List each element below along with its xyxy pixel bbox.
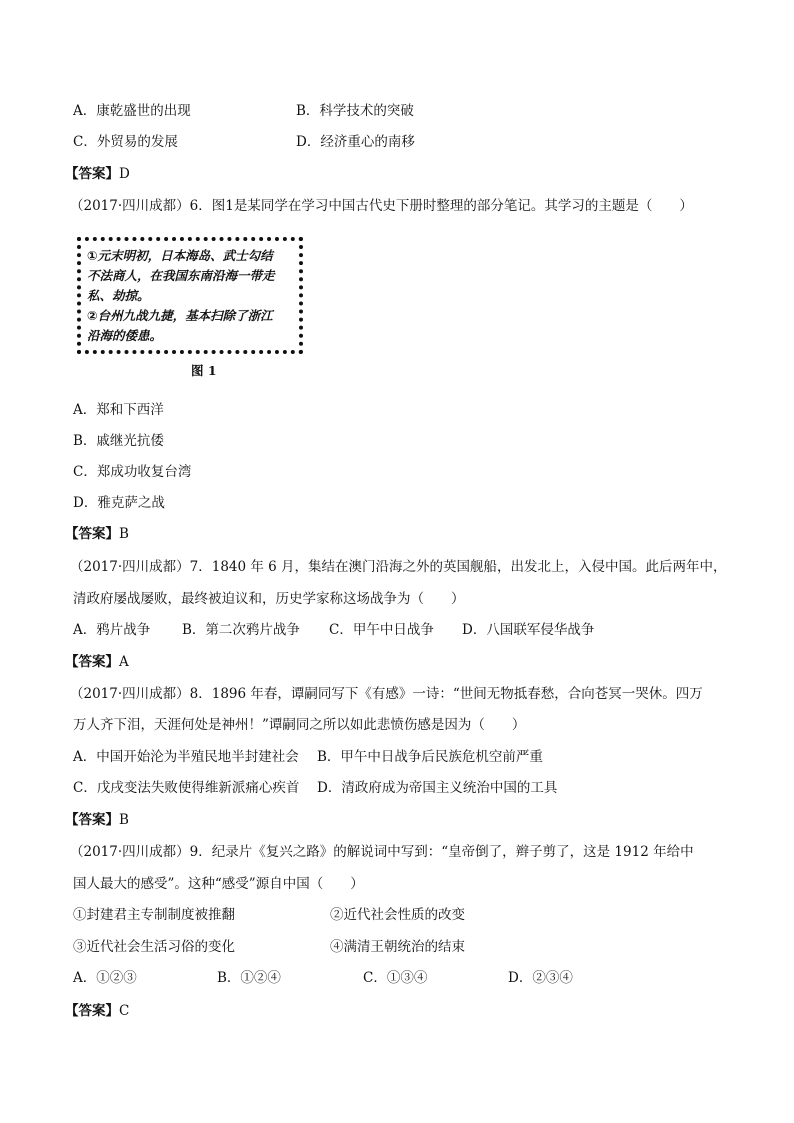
answer-value: A (119, 654, 129, 670)
q9-option-c: C．①③④ (363, 970, 428, 986)
figure-line: ②台州九战九捷，基本扫除了浙江 (87, 308, 273, 323)
figure-1-notes-box (77, 237, 303, 354)
figure-caption: 图 1 (191, 363, 217, 378)
q5-option-a: A．康乾盛世的出现 (73, 103, 191, 119)
q9-stem-line-2: 国人最大的感受”。这种“感受”源自中国（ ） (73, 876, 364, 892)
q6-option-a: A．郑和下西洋 (73, 402, 164, 418)
q9-item-1: ①封建君主专制制度被推翻 (73, 907, 235, 923)
answer-value: C (119, 1003, 130, 1019)
q8-option-a: A．中国开始沦为半殖民地半封建社会 (73, 749, 299, 765)
q6-option-b: B．戚继光抗倭 (73, 433, 164, 449)
q8-option-c: C．戊戌变法失败使得维新派痛心疾首 (73, 780, 300, 796)
q5-option-d: D．经济重心的南移 (296, 134, 415, 150)
q9-option-d: D．②③④ (508, 970, 573, 986)
q9-option-a: A．①②③ (73, 970, 137, 986)
answer-label: 【答案】 (65, 812, 119, 828)
q7-stem-line-1: （2017·四川成都）7．1840 年 6 月，集结在澳门沿海之外的英国舰船，出发北上，入侵中国。此后两年中， (70, 559, 727, 575)
q7-answer (65, 653, 129, 671)
figure-line: ①元末明初，日本海岛、武士勾结 (87, 248, 273, 263)
figure-line: 不法商人，在我国东南沿海一带走 (87, 268, 275, 283)
q9-answer (65, 1002, 129, 1020)
q5-answer (65, 165, 130, 183)
answer-value: B (119, 812, 129, 828)
q7-option-c: C．甲午中日战争 (329, 622, 434, 638)
q7-option-b: B．第二次鸦片战争 (182, 622, 300, 638)
q8-stem-line-1: （2017·四川成都）8．1896 年春，谭嗣同写下《有感》一诗：“世间无物抵春愁，合向苍冥一哭休。四万 (70, 686, 703, 702)
q6-answer (65, 525, 129, 543)
answer-label: 【答案】 (65, 654, 119, 670)
q9-item-2: ②近代社会性质的改变 (330, 907, 465, 923)
q7-stem-line-2: 清政府屡战屡败，最终被迫议和，历史学家称这场战争为（ ） (73, 591, 465, 607)
q7-option-d: D．八国联军侵华战争 (462, 622, 595, 638)
q5-option-b: B．科学技术的突破 (296, 103, 414, 119)
q7-option-a: A．鸦片战争 (73, 622, 151, 638)
q8-answer (65, 811, 129, 829)
figure-line: 私、劫掠。 (87, 288, 150, 303)
q9-item-4: ④满清王朝统治的结束 (330, 939, 465, 955)
q5-option-c: C．外贸易的发展 (73, 134, 178, 150)
q9-option-b: B．①②④ (217, 970, 281, 986)
q8-option-b: B．甲午中日战争后民族危机空前严重 (317, 749, 543, 765)
figure-line: 沿海的倭患。 (87, 328, 163, 343)
q9-stem-line-1: （2017·四川成都）9．纪录片《复兴之路》的解说词中写到：“皇帝倒了，辫子剪了，这是 1912 年给中 (70, 844, 694, 860)
answer-label: 【答案】 (65, 526, 119, 542)
q6-option-d: D．雅克萨之战 (73, 495, 165, 511)
q6-option-c: C．郑成功收复台湾 (73, 464, 192, 480)
answer-label: 【答案】 (65, 1003, 119, 1019)
answer-label: 【答案】 (65, 166, 119, 182)
q9-item-3: ③近代社会生活习俗的变化 (73, 939, 235, 955)
answer-value: D (119, 166, 130, 182)
answer-value: B (119, 526, 129, 542)
q8-stem-line-2: 万人齐下泪，天涯何处是神州！”谭嗣同之所以如此悲愤伤感是因为（ ） (73, 717, 526, 733)
q6-stem: （2017·四川成都）6．图1是某同学在学习中国古代史下册时整理的部分笔记。其学习的主题是（ ） (70, 198, 693, 214)
q8-option-d: D．清政府成为帝国主义统治中国的工具 (317, 780, 558, 796)
